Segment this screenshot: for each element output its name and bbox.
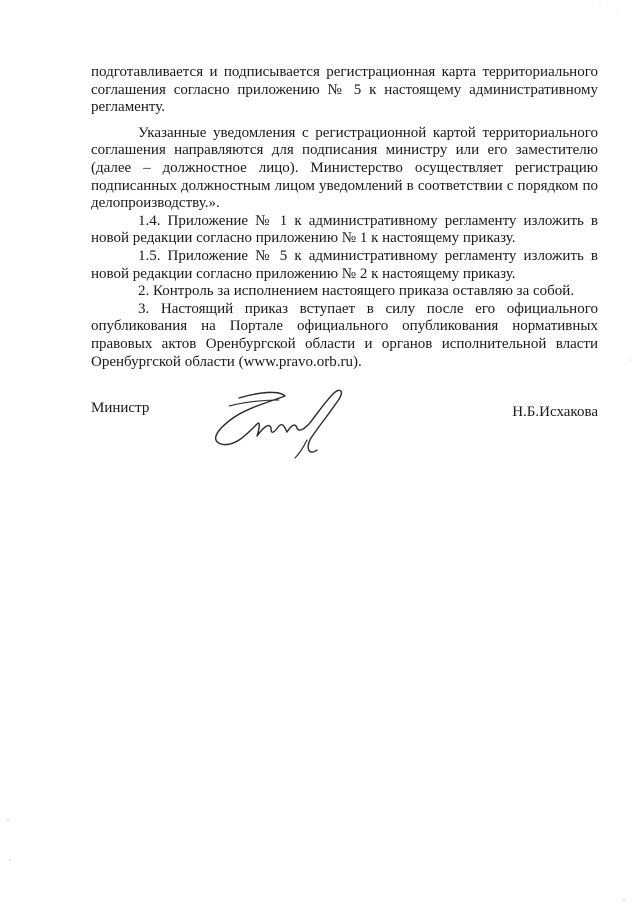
signatory-name: Н.Б.Исхакова: [512, 404, 598, 420]
paragraph-item-2: 2. Контроль за исполнением настоящего приказа оставляю за собой.: [138, 283, 575, 300]
signature-block: [91, 382, 598, 472]
paragraph-item-1-5: 1.5. Приложение № 5 к административному регламенту изложить в новой редакции согласно приложению № 2 к настоящему приказу.: [91, 247, 598, 282]
paragraph-item-1-4: 1.4. Приложение № 1 к административному регламенту изложить в новой редакции согласно приложению № 1 к настоящему приказу.: [91, 212, 598, 247]
handwritten-signature: [199, 384, 359, 464]
paragraph-item-3: 3. Настоящий приказ вступает в силу после его официального опубликования на Портале официального опубликования нормативных правовых актов Оренбургской области и органов исполнительной власти Оренбургской области (www.pravo.orb.ru).: [91, 300, 598, 370]
signatory-title: Министр: [91, 400, 150, 416]
paragraph-notifications: Указанные уведомления с регистрационной картой территориального соглашения направляются для подписания министру или его заместителю (далее – должностное лицо). Министерство осуществляет регистрацию подписанных должностным лицом уведомлений в соответствии с порядком по делопроизводству.».: [91, 124, 598, 212]
document-body: [91, 64, 598, 371]
paragraph-continuation: подготавливается и подписывается регистрационная карта территориального соглашения согласно приложению № 5 к настоящему административному регламенту.: [91, 64, 598, 116]
